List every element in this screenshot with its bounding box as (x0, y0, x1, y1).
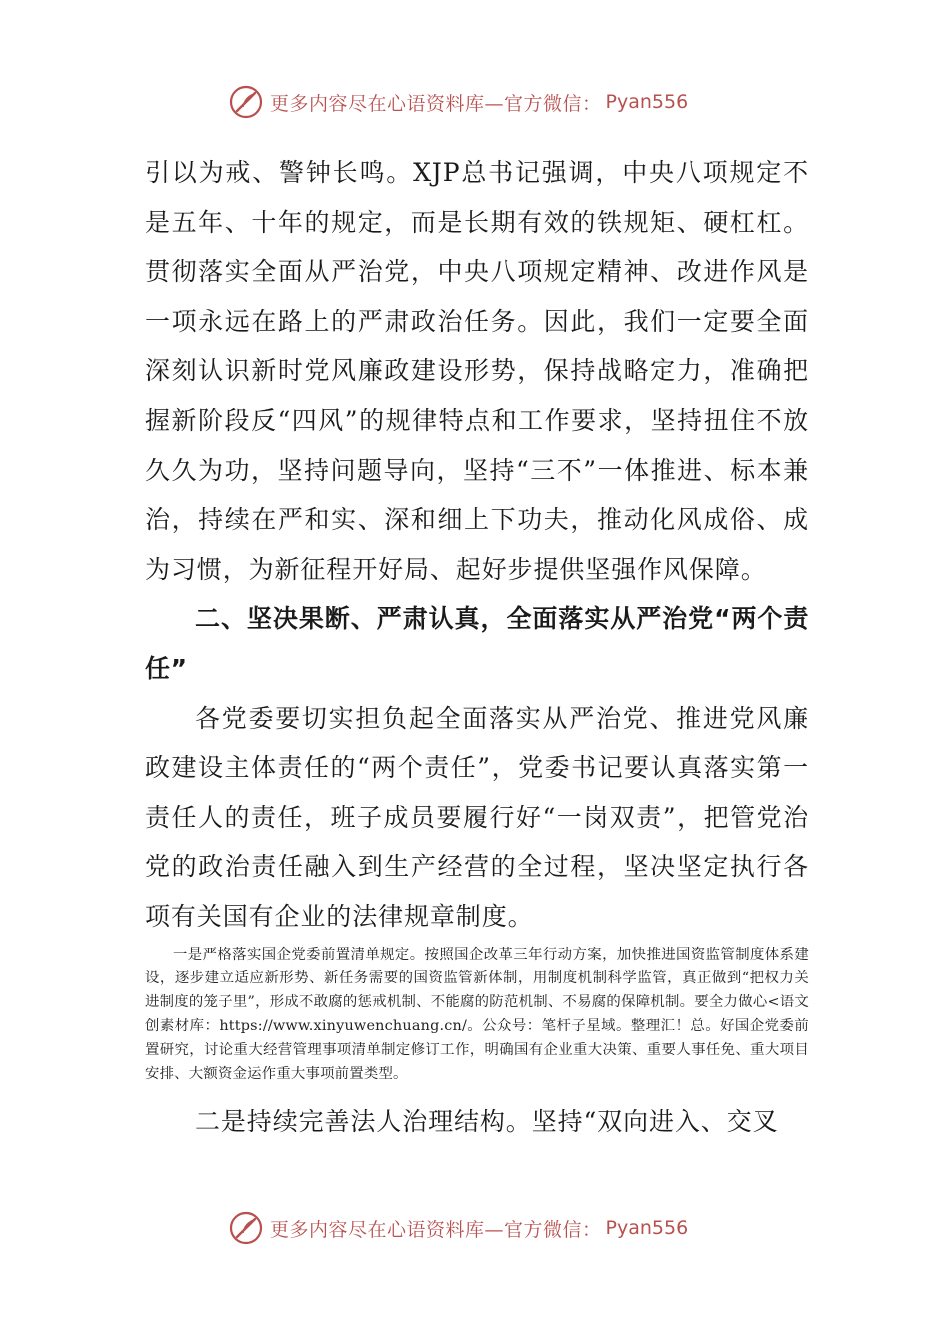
small-paragraph: 一是严格落实国企党委前置清单规定。按照国企改革三年行动方案，加快推进国资监管制度体系建设，逐步建立适应新形势、新任务需要的国资监管新体制，用制度机制科学监管，真正做到“把权力关进制度的笼子里”，形成不敢腐的惩戒机制、不能腐的防范机制、不易腐的保障机制。要全力做心<语文创素材库：https://www.xinyuwenchuang.cn/。公众号：笔杆子星域。整理汇！总。好国企党委前置研究，讨论重大经营管理事项清单制定修订工作，明确国有企业重大决策、重要人事任免、重大项目安排、大额资金运作重大事项前置类型。 (145, 946, 809, 1083)
wechat-id: Pyan556 (605, 1217, 689, 1239)
footer-banner (228, 1206, 748, 1250)
paragraph: 引以为戒、警钟长鸣。XJP总书记强调，中央八项规定不是五年、十年的规定，而是长期有效的铁规矩、硬杠杠。贯彻落实全面从严治党，中央八项规定精神、改进作风是一项永远在路上的严肃政治任务。因此，我们一定要全面深刻认识新时党风廉政建设形势，保持战略定力，准确把握新阶段反“四风”的规律特点和工作要求，坚持扭住不放久久为功，坚持问题导向，坚持“三不”一体推进、标本兼治，持续在严和实、深和细上下功夫，推动化风成俗、成为习惯，为新征程开好局、起好步提供坚强作风保障。 (145, 158, 809, 584)
quill-logo-icon (228, 84, 264, 120)
header-banner (228, 80, 748, 124)
quill-logo-icon (228, 1210, 264, 1246)
document-body (145, 148, 809, 1147)
paragraph: 二是持续完善法人治理结构。坚持“双向进入、交叉 (195, 1106, 779, 1136)
section-heading: 二、坚决果断、严肃认真，全面落实从严治党“两个责任” (145, 604, 809, 683)
banner-text: 更多内容尽在心语资料库—官方微信： (270, 1218, 602, 1241)
wechat-id: Pyan556 (605, 91, 689, 113)
paragraph: 各党委要切实担负起全面落实从严治党、推进党风廉政建设主体责任的“两个责任”，党委书记要认真落实第一责任人的责任，班子成员要履行好“一岗双责”，把管党治党的政治责任融入到生产经营的全过程，坚决坚定执行各项有关国有企业的法律规章制度。 (145, 703, 809, 931)
banner-text: 更多内容尽在心语资料库—官方微信： (270, 92, 602, 115)
